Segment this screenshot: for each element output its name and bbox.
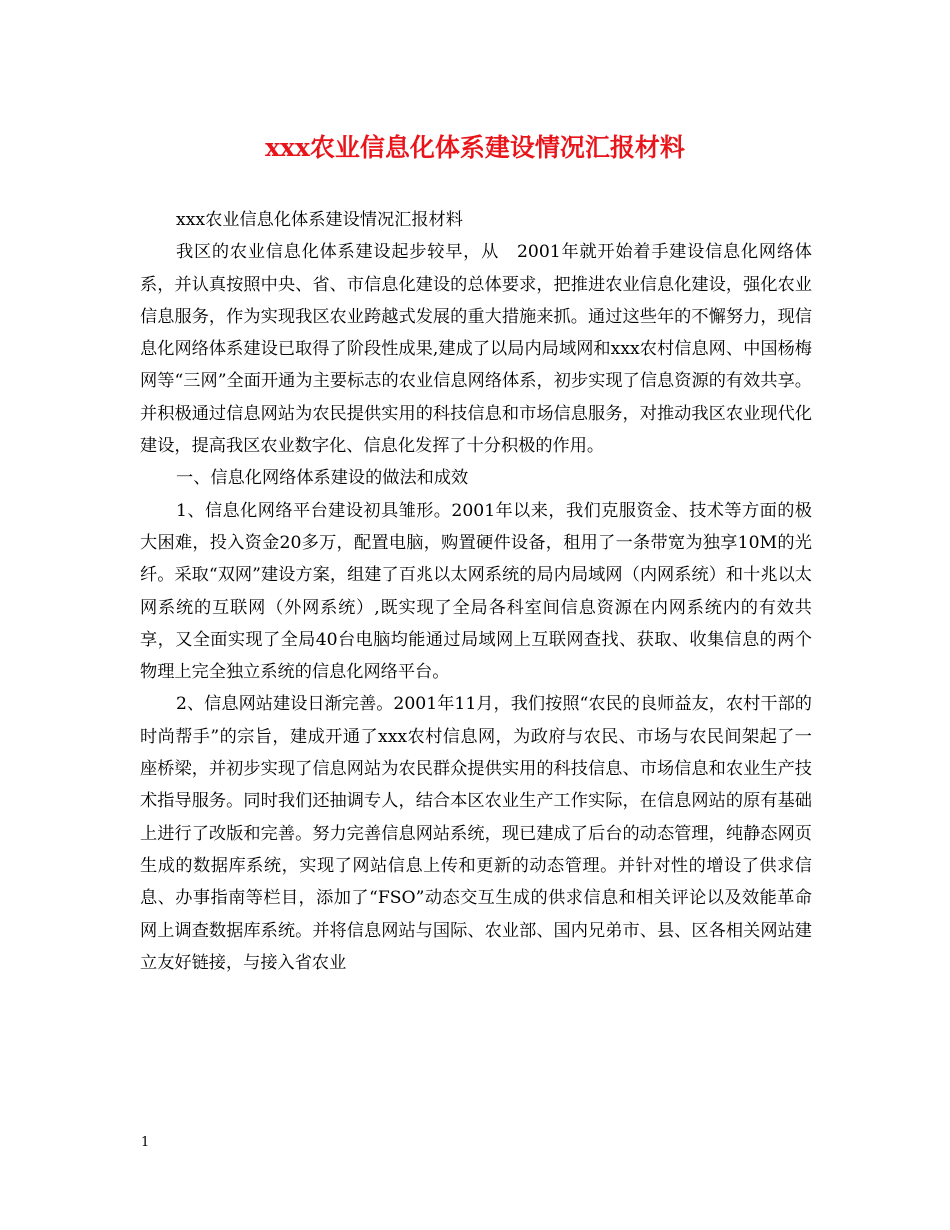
paragraph-item-2: 2、信息网站建设日渐完善。2001年11月，我们按照“农民的良师益友，农村干部的时尚帮手”的宗旨，建成开通了xxx农村信息网，为政府与农民、市场与农民间架起了一座桥梁，并初步实现了信息网站为农民群众提供实用的科技信息、市场信息和农业生产技术指导服务。同时我们还抽调专人，结合本区农业生产工作实际，在信息网站的原有基础上进行了改版和完善。努力完善信息网站系统，现已建成了后台的动态管理，纯静态网页生成的数据库系统，实现了网站信息上传和更新的动态管理。并针对性的增设了供求信息、办事指南等栏目，添加了“FSO”动态交互生成的供求信息和相关评论以及效能革命网上调查数据库系统。并将信息网站与国际、农业部、国内兄弟市、县、区各相关网站建立友好链接，与接入省农业 [140,694,812,973]
paragraph-intro: 我区的农业信息化体系建设起步较早，从 2001年就开始着手建设信息化网络体系，并认真按照中央、省、市信息化建设的总体要求，把推进农业信息化建设，强化农业信息服务，作为实现我区农业跨越式发展的重大措施来抓。通过这些年的不懈努力，现信息化网络体系建设已取得了阶段性成果,建成了以局内局域网和xxx农村信息网、中国杨梅网等“三网”全面开通为主要标志的农业信息网络体系，初步实现了信息资源的有效共享。并积极通过信息网站为农民提供实用的科技信息和市场信息服务，对推动我区农业现代化建设，提高我区农业数字化、信息化发挥了十分积极的作用。 [140,242,812,457]
page-number: 1 [141,1135,150,1150]
document-body [140,204,812,979]
document-title: xxx农业信息化体系建设情况汇报材料 [265,133,685,162]
paragraph-item-1: 1、信息化网络平台建设初具雏形。2001年以来，我们克服资金、技术等方面的极大困难，投入资金20多万，配置电脑，购置硬件设备，租用了一条带宽为独享10M的光纤。采取“双网”建设方案，组建了百兆以太网系统的局内局域网（内网系统）和十兆以太网系统的互联网（外网系统）,既实现了全局各科室间信息资源在内网系统内的有效共享，又全面实现了全局40台电脑均能通过局域网上互联网查找、获取、收集信息的两个物理上完全独立系统的信息化网络平台。 [140,500,812,683]
paragraph-subtitle: xxx农业信息化体系建设情况汇报材料 [176,210,463,230]
section-heading: 一、信息化网络体系建设的做法和成效 [176,468,469,489]
